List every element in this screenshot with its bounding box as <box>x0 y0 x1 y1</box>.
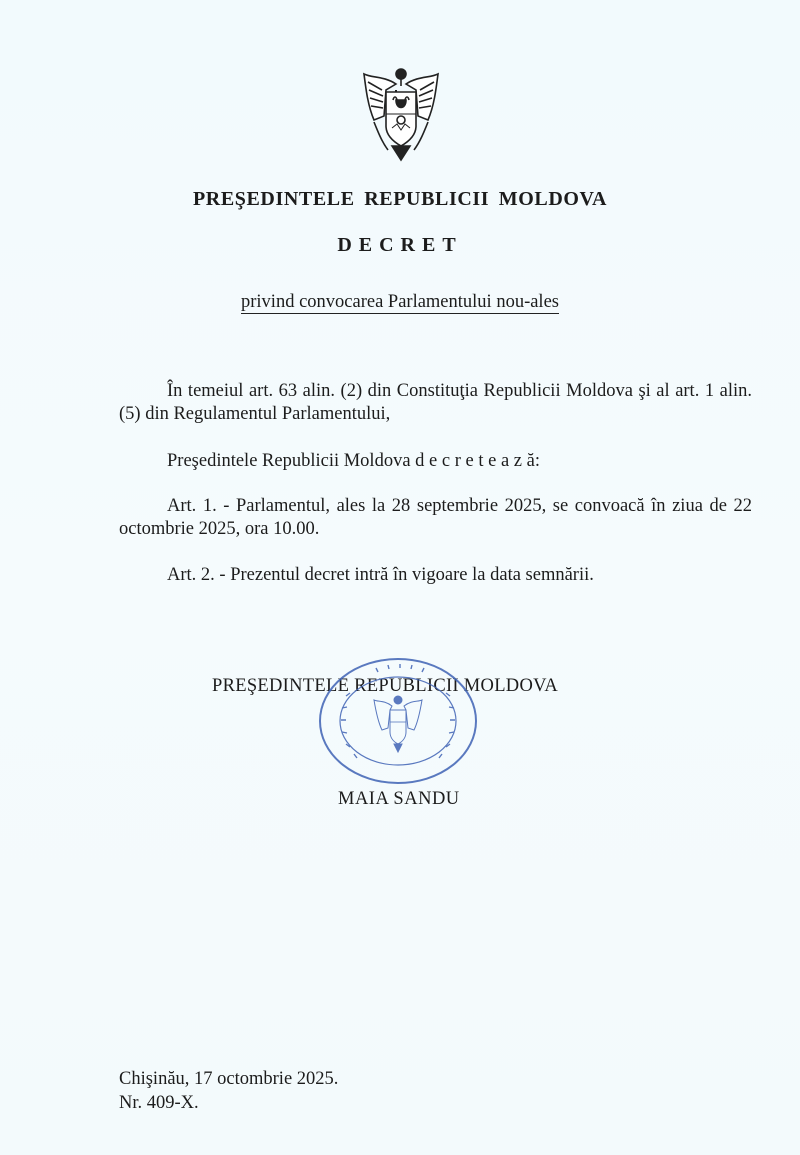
decrees-intro: Preşedintele Republicii Moldova <box>167 451 411 471</box>
decrees-paragraph <box>119 450 752 473</box>
signatory-name: MAIA SANDU <box>338 789 460 809</box>
official-stamp-icon <box>316 656 480 786</box>
decree-subject-text: privind convocarea Parlamentului nou-ales <box>241 292 559 312</box>
document-type: DECRET <box>337 234 463 256</box>
article-1: Art. 1. - Parlamentul, ales la 28 septembrie 2025, se convoacă în ziua de 22 octombrie 2025, ora 10.00. <box>119 496 752 539</box>
place-and-date: Chişinău, 17 octombrie 2025. <box>119 1069 339 1089</box>
decree-number: Nr. 409-X. <box>119 1093 199 1113</box>
decrees-word: d e c r e t e a z ă: <box>415 451 540 471</box>
issuer-title: PREŞEDINTELE REPUBLICII MOLDOVA <box>192 188 608 210</box>
coat-of-arms-icon <box>356 60 446 164</box>
article-2: Art. 2. - Prezentul decret intră în vigoare la data semnării. <box>167 565 594 585</box>
signatory-title: PREŞEDINTELE REPUBLICII MOLDOVA <box>212 676 559 696</box>
preamble-paragraph: În temeiul art. 63 alin. (2) din Constituţia Republicii Moldova şi al art. 1 alin. (5) din Regulamentul Parlamentului, <box>119 381 752 424</box>
decree-subject <box>0 292 800 313</box>
